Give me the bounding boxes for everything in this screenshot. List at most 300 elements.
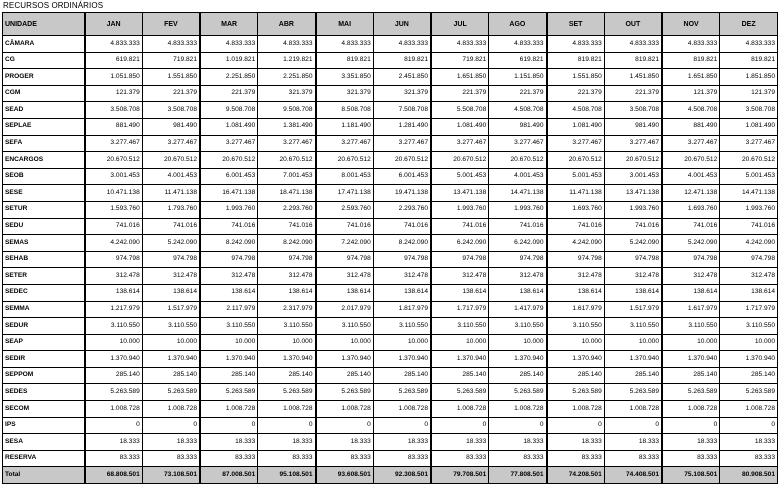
- value-cell-dez: 1.851.850: [720, 69, 778, 86]
- total-cell-jan: 68.808.501: [85, 467, 143, 484]
- row-unit-name: SEAD: [3, 102, 85, 119]
- value-cell-fev: 974.798: [142, 251, 200, 268]
- total-label: Total: [3, 467, 85, 484]
- value-cell-jan: 4.833.333: [85, 36, 143, 53]
- value-cell-fev: 1.370.940: [142, 351, 200, 368]
- value-cell-ago: 221.379: [489, 85, 547, 102]
- row-unit-name: SETER: [3, 268, 85, 285]
- value-cell-ago: 83.333: [489, 450, 547, 467]
- value-cell-set: 221.379: [547, 85, 605, 102]
- header-month-jul: JUL: [431, 13, 489, 36]
- value-cell-mar: 1.019.821: [200, 52, 258, 69]
- row-unit-name: SEDIR: [3, 351, 85, 368]
- value-cell-jun: 138.614: [373, 284, 431, 301]
- table-row: [3, 284, 778, 301]
- value-cell-jul: 138.614: [431, 284, 489, 301]
- value-cell-nov: 3.277.467: [662, 135, 720, 152]
- value-cell-out: 1.008.728: [604, 401, 662, 418]
- value-cell-set: 83.333: [547, 450, 605, 467]
- value-cell-fev: 18.333: [142, 434, 200, 451]
- value-cell-abr: 1.219.821: [258, 52, 316, 69]
- value-cell-set: 4.242.090: [547, 235, 605, 252]
- value-cell-ago: 312.478: [489, 268, 547, 285]
- table-row: [3, 268, 778, 285]
- value-cell-mai: 8.508.708: [316, 102, 374, 119]
- value-cell-nov: 5.263.589: [662, 384, 720, 401]
- table-row: [3, 251, 778, 268]
- value-cell-mar: 312.478: [200, 268, 258, 285]
- value-cell-abr: 2.251.850: [258, 69, 316, 86]
- value-cell-mar: 285.140: [200, 367, 258, 384]
- value-cell-out: 3.110.550: [604, 318, 662, 335]
- value-cell-ago: 14.471.138: [489, 185, 547, 202]
- value-cell-jan: 3.277.467: [85, 135, 143, 152]
- value-cell-mai: 1.008.728: [316, 401, 374, 418]
- value-cell-jan: 1.008.728: [85, 401, 143, 418]
- value-cell-fev: 981.490: [142, 118, 200, 135]
- row-unit-name: SEPPOM: [3, 367, 85, 384]
- row-unit-name: SESA: [3, 434, 85, 451]
- value-cell-set: 5.263.589: [547, 384, 605, 401]
- value-cell-out: 741.016: [604, 218, 662, 235]
- value-cell-dez: 138.614: [720, 284, 778, 301]
- value-cell-mar: 5.263.589: [200, 384, 258, 401]
- header-month-jan: JAN: [85, 13, 143, 36]
- total-cell-out: 74.408.501: [604, 467, 662, 484]
- row-unit-name: SEDEC: [3, 284, 85, 301]
- value-cell-jul: 1.993.760: [431, 201, 489, 218]
- value-cell-mai: 138.614: [316, 284, 374, 301]
- value-cell-jul: 1.717.979: [431, 301, 489, 318]
- value-cell-dez: 14.471.138: [720, 185, 778, 202]
- value-cell-jan: 5.263.589: [85, 384, 143, 401]
- table-row: [3, 201, 778, 218]
- value-cell-dez: 1.370.940: [720, 351, 778, 368]
- value-cell-out: 3.277.467: [604, 135, 662, 152]
- value-cell-mai: 2.593.760: [316, 201, 374, 218]
- row-unit-name: CÂMARA: [3, 36, 85, 53]
- table-row: [3, 135, 778, 152]
- value-cell-mar: 83.333: [200, 450, 258, 467]
- value-cell-mar: 0: [200, 417, 258, 434]
- header-month-abr: ABR: [258, 13, 316, 36]
- total-cell-mar: 87.008.501: [200, 467, 258, 484]
- row-unit-name: IPS: [3, 417, 85, 434]
- value-cell-jun: 7.508.708: [373, 102, 431, 119]
- value-cell-abr: 9.508.708: [258, 102, 316, 119]
- value-cell-jan: 1.051.850: [85, 69, 143, 86]
- value-cell-fev: 5.263.589: [142, 384, 200, 401]
- value-cell-out: 138.614: [604, 284, 662, 301]
- table-row: [3, 218, 778, 235]
- value-cell-nov: 1.617.979: [662, 301, 720, 318]
- value-cell-jul: 0: [431, 417, 489, 434]
- value-cell-nov: 10.000: [662, 334, 720, 351]
- sheet-caption: RECURSOS ORDINÁRIOS: [3, 1, 104, 10]
- table-row: [3, 152, 778, 169]
- value-cell-abr: 1.381.490: [258, 118, 316, 135]
- header-month-mar: MAR: [200, 13, 258, 36]
- value-cell-dez: 312.478: [720, 268, 778, 285]
- value-cell-abr: 312.478: [258, 268, 316, 285]
- value-cell-jul: 6.242.090: [431, 235, 489, 252]
- value-cell-ago: 1.370.940: [489, 351, 547, 368]
- value-cell-ago: 20.670.512: [489, 152, 547, 169]
- value-cell-fev: 1.008.728: [142, 401, 200, 418]
- value-cell-dez: 974.798: [720, 251, 778, 268]
- total-row: [3, 467, 778, 484]
- value-cell-dez: 20.670.512: [720, 152, 778, 169]
- value-cell-nov: 312.478: [662, 268, 720, 285]
- value-cell-dez: 4.833.333: [720, 36, 778, 53]
- row-unit-name: SEMMA: [3, 301, 85, 318]
- value-cell-ago: 3.277.467: [489, 135, 547, 152]
- value-cell-jul: 10.000: [431, 334, 489, 351]
- value-cell-jan: 83.333: [85, 450, 143, 467]
- budget-table: [2, 12, 778, 484]
- value-cell-abr: 1.370.940: [258, 351, 316, 368]
- value-cell-mar: 1.081.490: [200, 118, 258, 135]
- header-month-ago: AGO: [489, 13, 547, 36]
- value-cell-out: 1.370.940: [604, 351, 662, 368]
- row-unit-name: RESERVA: [3, 450, 85, 467]
- value-cell-mar: 9.508.708: [200, 102, 258, 119]
- value-cell-mar: 974.798: [200, 251, 258, 268]
- value-cell-nov: 0: [662, 417, 720, 434]
- value-cell-set: 1.081.490: [547, 118, 605, 135]
- value-cell-mai: 1.181.490: [316, 118, 374, 135]
- value-cell-dez: 1.081.490: [720, 118, 778, 135]
- value-cell-mar: 8.242.090: [200, 235, 258, 252]
- value-cell-jan: 285.140: [85, 367, 143, 384]
- value-cell-mai: 974.798: [316, 251, 374, 268]
- value-cell-jul: 20.670.512: [431, 152, 489, 169]
- value-cell-set: 1.008.728: [547, 401, 605, 418]
- value-cell-ago: 1.417.979: [489, 301, 547, 318]
- value-cell-mai: 83.333: [316, 450, 374, 467]
- value-cell-out: 3.508.708: [604, 102, 662, 119]
- value-cell-ago: 1.993.760: [489, 201, 547, 218]
- row-unit-name: SETUR: [3, 201, 85, 218]
- value-cell-mar: 1.370.940: [200, 351, 258, 368]
- value-cell-nov: 20.670.512: [662, 152, 720, 169]
- value-cell-jun: 1.370.940: [373, 351, 431, 368]
- value-cell-jan: 10.000: [85, 334, 143, 351]
- row-unit-name: SEAP: [3, 334, 85, 351]
- row-unit-name: CG: [3, 52, 85, 69]
- value-cell-dez: 741.016: [720, 218, 778, 235]
- value-cell-nov: 285.140: [662, 367, 720, 384]
- value-cell-set: 3.110.550: [547, 318, 605, 335]
- value-cell-jun: 3.110.550: [373, 318, 431, 335]
- total-cell-ago: 77.808.501: [489, 467, 547, 484]
- value-cell-ago: 619.821: [489, 52, 547, 69]
- value-cell-nov: 881.490: [662, 118, 720, 135]
- value-cell-mai: 18.333: [316, 434, 374, 451]
- value-cell-jun: 5.263.589: [373, 384, 431, 401]
- value-cell-jan: 0: [85, 417, 143, 434]
- value-cell-mai: 2.017.979: [316, 301, 374, 318]
- value-cell-nov: 12.471.138: [662, 185, 720, 202]
- value-cell-mar: 221.379: [200, 85, 258, 102]
- value-cell-mai: 5.263.589: [316, 384, 374, 401]
- value-cell-nov: 83.333: [662, 450, 720, 467]
- table-row: [3, 351, 778, 368]
- value-cell-out: 221.379: [604, 85, 662, 102]
- row-unit-name: SESE: [3, 185, 85, 202]
- header-month-fev: FEV: [142, 13, 200, 36]
- value-cell-jul: 1.008.728: [431, 401, 489, 418]
- value-cell-jul: 5.263.589: [431, 384, 489, 401]
- value-cell-set: 1.551.850: [547, 69, 605, 86]
- value-cell-jan: 619.821: [85, 52, 143, 69]
- value-cell-jun: 4.833.333: [373, 36, 431, 53]
- value-cell-abr: 1.008.728: [258, 401, 316, 418]
- value-cell-dez: 1.993.760: [720, 201, 778, 218]
- value-cell-set: 10.000: [547, 334, 605, 351]
- total-cell-jun: 92.308.501: [373, 467, 431, 484]
- value-cell-set: 4.833.333: [547, 36, 605, 53]
- value-cell-out: 981.490: [604, 118, 662, 135]
- row-unit-name: SEOB: [3, 168, 85, 185]
- value-cell-jan: 1.593.760: [85, 201, 143, 218]
- value-cell-set: 20.670.512: [547, 152, 605, 169]
- value-cell-set: 4.508.708: [547, 102, 605, 119]
- value-cell-set: 18.333: [547, 434, 605, 451]
- value-cell-ago: 1.008.728: [489, 401, 547, 418]
- value-cell-out: 83.333: [604, 450, 662, 467]
- value-cell-dez: 18.333: [720, 434, 778, 451]
- value-cell-ago: 981.490: [489, 118, 547, 135]
- row-unit-name: SEHAB: [3, 251, 85, 268]
- header-month-nov: NOV: [662, 13, 720, 36]
- value-cell-set: 0: [547, 417, 605, 434]
- value-cell-abr: 0: [258, 417, 316, 434]
- header-month-dez: DEZ: [720, 13, 778, 36]
- value-cell-mar: 20.670.512: [200, 152, 258, 169]
- value-cell-mar: 2.251.850: [200, 69, 258, 86]
- value-cell-out: 5.263.589: [604, 384, 662, 401]
- value-cell-mai: 8.001.453: [316, 168, 374, 185]
- row-unit-name: SECOM: [3, 401, 85, 418]
- value-cell-jan: 10.471.138: [85, 185, 143, 202]
- value-cell-jun: 2.293.760: [373, 201, 431, 218]
- value-cell-jun: 312.478: [373, 268, 431, 285]
- value-cell-dez: 10.000: [720, 334, 778, 351]
- value-cell-fev: 1.517.979: [142, 301, 200, 318]
- value-cell-set: 285.140: [547, 367, 605, 384]
- value-cell-set: 1.617.979: [547, 301, 605, 318]
- value-cell-jan: 881.490: [85, 118, 143, 135]
- value-cell-mai: 321.379: [316, 85, 374, 102]
- value-cell-dez: 5.001.453: [720, 168, 778, 185]
- value-cell-jun: 285.140: [373, 367, 431, 384]
- table-row: [3, 118, 778, 135]
- value-cell-jun: 19.471.138: [373, 185, 431, 202]
- value-cell-mar: 138.614: [200, 284, 258, 301]
- total-cell-mai: 93.608.501: [316, 467, 374, 484]
- value-cell-jul: 974.798: [431, 251, 489, 268]
- table-row: [3, 318, 778, 335]
- value-cell-fev: 0: [142, 417, 200, 434]
- value-cell-out: 312.478: [604, 268, 662, 285]
- value-cell-fev: 5.242.090: [142, 235, 200, 252]
- value-cell-mar: 6.001.453: [200, 168, 258, 185]
- value-cell-set: 138.614: [547, 284, 605, 301]
- value-cell-set: 3.277.467: [547, 135, 605, 152]
- value-cell-out: 285.140: [604, 367, 662, 384]
- value-cell-dez: 3.508.708: [720, 102, 778, 119]
- value-cell-dez: 819.821: [720, 52, 778, 69]
- value-cell-dez: 121.379: [720, 85, 778, 102]
- value-cell-jul: 3.277.467: [431, 135, 489, 152]
- value-cell-out: 13.471.138: [604, 185, 662, 202]
- value-cell-abr: 3.110.550: [258, 318, 316, 335]
- value-cell-nov: 4.001.453: [662, 168, 720, 185]
- value-cell-mar: 4.833.333: [200, 36, 258, 53]
- value-cell-abr: 18.333: [258, 434, 316, 451]
- header-month-jun: JUN: [373, 13, 431, 36]
- value-cell-nov: 1.008.728: [662, 401, 720, 418]
- value-cell-abr: 20.670.512: [258, 152, 316, 169]
- value-cell-jul: 285.140: [431, 367, 489, 384]
- value-cell-abr: 285.140: [258, 367, 316, 384]
- table-row: [3, 417, 778, 434]
- value-cell-ago: 285.140: [489, 367, 547, 384]
- value-cell-set: 11.471.138: [547, 185, 605, 202]
- total-cell-nov: 75.108.501: [662, 467, 720, 484]
- value-cell-ago: 0: [489, 417, 547, 434]
- value-cell-out: 3.001.453: [604, 168, 662, 185]
- value-cell-mar: 3.277.467: [200, 135, 258, 152]
- value-cell-jun: 8.242.090: [373, 235, 431, 252]
- table-row: [3, 384, 778, 401]
- value-cell-jun: 2.451.850: [373, 69, 431, 86]
- value-cell-fev: 11.471.138: [142, 185, 200, 202]
- table-row: [3, 52, 778, 69]
- value-cell-mar: 1.008.728: [200, 401, 258, 418]
- row-unit-name: SEFA: [3, 135, 85, 152]
- value-cell-mai: 20.670.512: [316, 152, 374, 169]
- value-cell-fev: 83.333: [142, 450, 200, 467]
- value-cell-jul: 1.370.940: [431, 351, 489, 368]
- value-cell-jan: 3.508.708: [85, 102, 143, 119]
- value-cell-jun: 819.821: [373, 52, 431, 69]
- value-cell-out: 1.993.760: [604, 201, 662, 218]
- row-unit-name: SEDUR: [3, 318, 85, 335]
- value-cell-jun: 6.001.453: [373, 168, 431, 185]
- value-cell-jun: 1.281.490: [373, 118, 431, 135]
- header-row: [3, 13, 778, 36]
- value-cell-mai: 3.110.550: [316, 318, 374, 335]
- value-cell-nov: 138.614: [662, 284, 720, 301]
- value-cell-out: 819.821: [604, 52, 662, 69]
- table-row: [3, 36, 778, 53]
- value-cell-jul: 18.333: [431, 434, 489, 451]
- value-cell-jan: 1.370.940: [85, 351, 143, 368]
- value-cell-abr: 321.379: [258, 85, 316, 102]
- value-cell-abr: 5.263.589: [258, 384, 316, 401]
- value-cell-jul: 1.081.490: [431, 118, 489, 135]
- value-cell-jan: 138.614: [85, 284, 143, 301]
- value-cell-set: 741.016: [547, 218, 605, 235]
- value-cell-jun: 20.670.512: [373, 152, 431, 169]
- row-unit-name: SEDES: [3, 384, 85, 401]
- value-cell-mai: 741.016: [316, 218, 374, 235]
- table-row: [3, 185, 778, 202]
- value-cell-out: 1.451.850: [604, 69, 662, 86]
- value-cell-ago: 18.333: [489, 434, 547, 451]
- value-cell-fev: 138.614: [142, 284, 200, 301]
- table-row: [3, 168, 778, 185]
- value-cell-out: 4.833.333: [604, 36, 662, 53]
- value-cell-abr: 10.000: [258, 334, 316, 351]
- value-cell-mai: 312.478: [316, 268, 374, 285]
- total-cell-dez: 80.908.501: [720, 467, 778, 484]
- value-cell-jun: 741.016: [373, 218, 431, 235]
- value-cell-jul: 312.478: [431, 268, 489, 285]
- row-unit-name: CGM: [3, 85, 85, 102]
- value-cell-jul: 3.110.550: [431, 318, 489, 335]
- total-cell-set: 74.208.501: [547, 467, 605, 484]
- table-row: [3, 69, 778, 86]
- value-cell-set: 819.821: [547, 52, 605, 69]
- value-cell-nov: 5.242.090: [662, 235, 720, 252]
- value-cell-mai: 17.471.138: [316, 185, 374, 202]
- table-row: [3, 235, 778, 252]
- value-cell-fev: 312.478: [142, 268, 200, 285]
- table-row: [3, 85, 778, 102]
- value-cell-jul: 83.333: [431, 450, 489, 467]
- value-cell-nov: 1.651.850: [662, 69, 720, 86]
- value-cell-ago: 138.614: [489, 284, 547, 301]
- value-cell-dez: 3.277.467: [720, 135, 778, 152]
- value-cell-nov: 18.333: [662, 434, 720, 451]
- table-row: [3, 301, 778, 318]
- value-cell-dez: 1.717.979: [720, 301, 778, 318]
- table-row: [3, 401, 778, 418]
- value-cell-out: 10.000: [604, 334, 662, 351]
- value-cell-abr: 138.614: [258, 284, 316, 301]
- value-cell-jul: 741.016: [431, 218, 489, 235]
- value-cell-fev: 221.379: [142, 85, 200, 102]
- value-cell-mai: 10.000: [316, 334, 374, 351]
- value-cell-dez: 3.110.550: [720, 318, 778, 335]
- value-cell-mai: 1.370.940: [316, 351, 374, 368]
- value-cell-ago: 6.242.090: [489, 235, 547, 252]
- value-cell-ago: 4.001.453: [489, 168, 547, 185]
- table-row: [3, 334, 778, 351]
- header-month-mai: MAI: [316, 13, 374, 36]
- value-cell-set: 974.798: [547, 251, 605, 268]
- value-cell-abr: 4.833.333: [258, 36, 316, 53]
- value-cell-abr: 7.001.453: [258, 168, 316, 185]
- value-cell-mai: 7.242.090: [316, 235, 374, 252]
- value-cell-jan: 974.798: [85, 251, 143, 268]
- row-unit-name: ENCARGOS: [3, 152, 85, 169]
- value-cell-set: 5.001.453: [547, 168, 605, 185]
- value-cell-fev: 20.670.512: [142, 152, 200, 169]
- value-cell-jun: 1.008.728: [373, 401, 431, 418]
- value-cell-mar: 741.016: [200, 218, 258, 235]
- value-cell-jun: 18.333: [373, 434, 431, 451]
- value-cell-fev: 3.110.550: [142, 318, 200, 335]
- value-cell-jul: 13.471.138: [431, 185, 489, 202]
- value-cell-ago: 974.798: [489, 251, 547, 268]
- value-cell-mar: 16.471.138: [200, 185, 258, 202]
- value-cell-jan: 18.333: [85, 434, 143, 451]
- value-cell-ago: 5.263.589: [489, 384, 547, 401]
